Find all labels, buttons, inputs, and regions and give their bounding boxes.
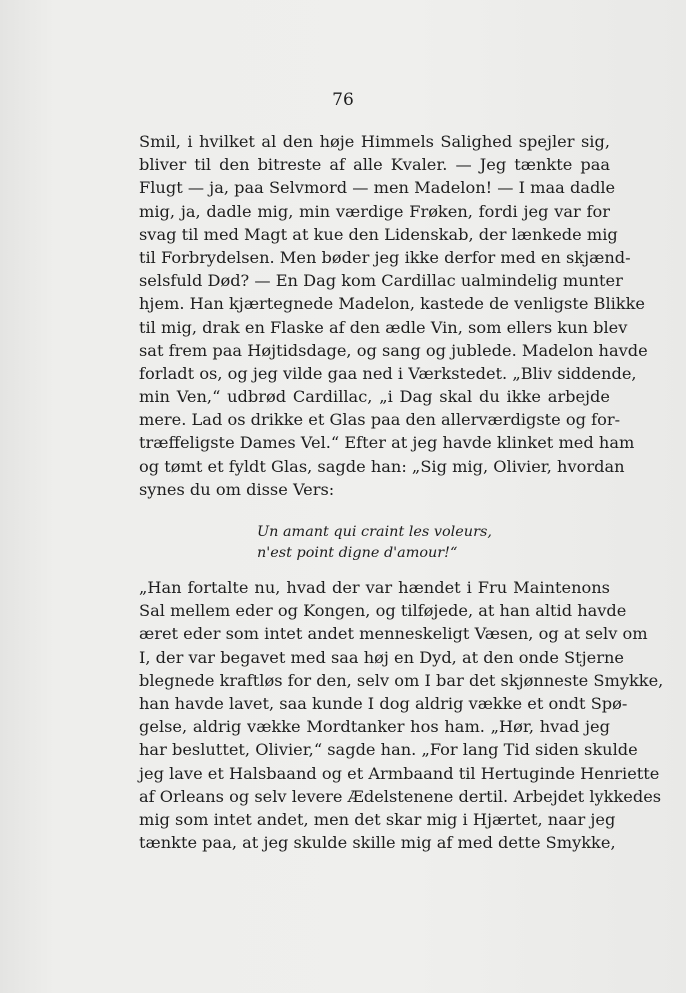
text-line: mere. Lad os drikke et Glas paa den allerværdigste og for-: [139, 410, 621, 430]
text-line: mig som intet andet, men det skar mig i Hjærtet, naar jeg: [139, 809, 616, 829]
text-line: tænkte paa, at jeg skulde skille mig af med dette Smykke,: [139, 833, 616, 853]
text-line: til mig, drak en Flaske af den ædle Vin, som ellers kun blev: [139, 317, 628, 337]
text-line: og tømt et fyldt Glas, sagde han: „Sig mig, Olivier, hvordan: [139, 456, 625, 476]
text-line: træffeligste Dames Vel.“ Efter at jeg havde klinket med ham: [139, 433, 635, 453]
text-line: han havde lavet, saa kunde I dog aldrig vække et ondt Spø-: [139, 693, 628, 713]
text-line: blegnede kraftløs for den, selv om I bar det skjønneste Smykke,: [139, 670, 664, 690]
text-line: selsfuld Død? — En Dag kom Cardillac ualmindelig munter: [139, 271, 623, 291]
text-line: forladt os, og jeg vilde gaa ned i Værkstedet. „Bliv siddende,: [139, 363, 637, 383]
text-line: jeg lave et Halsbaand og et Armbaand til Hertuginde Henriette: [139, 763, 660, 783]
verse-quote: [257, 522, 557, 564]
page-number: 76: [332, 90, 354, 110]
text-line: af Orleans og selv levere Ædelstenene dertil. Arbejdet lykkedes: [139, 786, 662, 806]
text-line: svag til med Magt at kue den Lidenskab, der lænkede mig: [139, 224, 618, 244]
text-line: Flugt — ja, paa Selvmord — men Madelon! — I maa dadle: [139, 178, 616, 198]
text-line: synes du om disse Vers:: [139, 479, 335, 499]
paragraph-2: [139, 576, 664, 854]
text-line: I, der var begavet med saa høj en Dyd, at den onde Stjerne: [139, 647, 624, 667]
text-line: gelse, aldrig vække Mordtanker hos ham. „Hør, hvad jeg: [139, 717, 610, 737]
text-line: bliver til den bitreste af alle Kvaler. — Jeg tænkte paa: [139, 155, 610, 175]
text-line: mig, ja, dadle mig, min værdige Frøken, fordi jeg var for: [139, 201, 610, 221]
verse-line: Un amant qui craint les voleurs,: [257, 524, 492, 540]
text-line: har besluttet, Olivier,“ sagde han. „For lang Tid siden skulde: [139, 740, 638, 760]
text-line: „Han fortalte nu, hvad der var hændet i Fru Maintenons: [139, 578, 610, 597]
text-line: sat frem paa Højtidsdage, og sang og jublede. Madelon havde: [139, 340, 648, 360]
text-line: Sal mellem eder og Kongen, og tilføjede, at han altid havde: [139, 601, 627, 621]
text-line: til Forbrydelsen. Men bøder jeg ikke derfor med en skjænd-: [139, 247, 631, 267]
paragraph-1: [139, 130, 648, 501]
text-line: æret eder som intet andet menneskeligt Væsen, og at selv om: [139, 624, 648, 644]
text-line: min Ven,“ udbrød Cardillac, „i Dag skal du ikke arbejde: [139, 387, 610, 407]
text-line: hjem. Han kjærtegnede Madelon, kastede de venligste Blikke: [139, 294, 646, 314]
verse-line: n'est point digne d'amour!“: [257, 545, 458, 561]
text-line: Smil, i hvilket al den høje Himmels Salighed spejler sig,: [139, 132, 610, 151]
